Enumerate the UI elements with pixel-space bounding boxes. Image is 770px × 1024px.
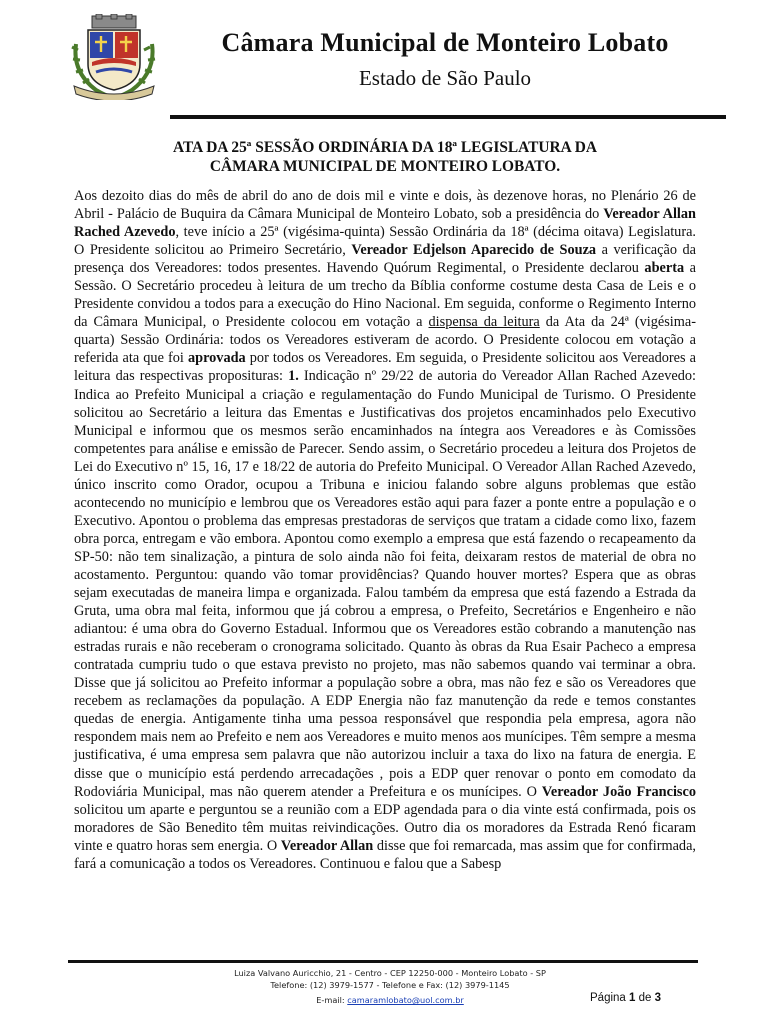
- body-segment: Aos dezoito dias do mês de abril do ano de dois mil e vinte e dois, às dezenove horas, no Plenário 26 de Abril - Palácio de Buquira da Câmara Municipal de Monteiro Lobato, sob a presidência do: [74, 188, 696, 223]
- institution-title: Câmara Municipal de Monteiro Lobato: [221, 28, 669, 57]
- page-current: 1: [629, 992, 636, 1004]
- body-segment: , teve início a 25ª (vigésima-quinta) Sessão Ordinária da 18ª (décima oitava) Legislatura. O Presidente solicitou ao Primeiro Secretário,: [74, 224, 696, 259]
- document-body: [74, 187, 696, 873]
- body-segment: disse que foi remarcada, mas assim que for confirmada, fará a comunicação a todos os Vereadores. Continuou e falou que a Sabesp: [74, 837, 696, 872]
- underlined-text: dispensa da leitura: [428, 314, 540, 331]
- email-label: E-mail:: [316, 995, 345, 1005]
- document-title-line-2: CÂMARA MUNICIPAL DE MONTEIRO LOBATO.: [209, 158, 561, 175]
- page-total: 3: [654, 992, 662, 1004]
- institution-subtitle: Estado de São Paulo: [358, 66, 532, 90]
- body-segment: por todos os Vereadores. Em seguida, o Presidente solicitou aos Vereadores a leitura das respectivas proposituras:: [74, 350, 696, 385]
- document-title-line-1: ATA DA 25ª SESSÃO ORDINÁRIA DA 18ª LEGISLATURA DA: [172, 139, 597, 156]
- emphasis-text: aprovada: [187, 350, 246, 367]
- page-of: de: [638, 992, 652, 1004]
- emphasis-text: aberta: [644, 260, 685, 277]
- footer-phones: Telefone: (12) 3979-1577 - Telefone e Fax: (12) 3979-1145: [270, 980, 510, 990]
- emphasis-text: Vereador Edjelson Aparecido de Souza: [351, 242, 597, 259]
- page-number: [590, 992, 700, 1004]
- body-segment: Indicação nº 29/22 de autoria do Vereador Allan Rached Azevedo: Indica ao Prefeito Municipal a criação e regulamentação do Fundo Municipal de Turismo. O Presidente solicitou ao Secretário a leitura das Ementas e Justificativas dos projetos encaminhados pelo Executivo Municipal e informou que os mesmos serão encaminhados na íntegra aos Vereadores e às Comissões competentes para análise e emissão de Parecer. Sendo assim, o Secretário procedeu a leitura dos Projetos de Lei do Executivo nº 15, 16, 17 e 18/22 de autoria do Prefeito Municipal. O Vereador Allan Rached Azevedo, único inscrito como Orador, ocupou a Tribuna e iniciou falando sobre alguns problemas que estão acontecendo no município e lembrou que os Vereadores estão aqui para fazer a ponte entre a população e o Executivo. Apontou o problema das empresas prestadoras de serviços que tratam a cidade como lixo, fazem obra porca, entregam e vão embora. Apontou como exemplo a empresa que está fazendo o recapeamento da SP-50: não tem sinalização, a pintura de solo ainda não foi feita, deixaram restos de material de obra no acostamento. Perguntou: quando vão tomar providências? Quando houver mortes? Espera que as obras sejam executadas de maneira limpa e organizada. Falou também da empresa que está fazendo a Estrada da Gruta, uma obra mal feita, informou que já cobrou a empresa, o Prefeito, Secretários e Engenheiro e não adiantou: é uma obra do Governo Estadual. Informou que os Vereadores estão cobrando a manutenção nas estradas rurais e não receberam o cronograma solicitado. Quanto às obras da Rua Esair Pacheco a empresa contratada cumpriu tudo o que estava previsto no projeto, mas não sabemos quando vai terminar a obra. Disse que já solicitou ao Prefeito informar a população sobre a obra, mas não fez e são os Vereadores que recebem as reclamações da população. A EDP Energia não faz manutenção da rede e temos constantes quedas de energia. Antigamente tinha uma pessoa responsável que respondia pela empresa, agora não respondem mais nem ao Prefeito e nem aos Vereadores e muito menos aos munícipes. Têm sempre a mesma justificativa, é uma empresa sem palavra que não autorizou incluir a taxa do lixo na fatura de energia. E disse que o município está perdendo arrecadações , pois a EDP quer renovar o ponto em comodato da Rodoviária Municipal, mas não querem atender a Prefeitura e os munícipes. O: [74, 368, 696, 800]
- emphasis-text: 1.: [288, 368, 299, 385]
- page-label: Página: [590, 992, 626, 1004]
- emphasis-text: Vereador Allan: [280, 837, 374, 854]
- coat-of-arms-logo: [66, 14, 162, 100]
- emphasis-text: Vereador João Francisco: [541, 783, 696, 800]
- footer-address: Luiza Valvano Auricchio, 21 - Centro - CEP 12250-000 - Monteiro Lobato - SP: [234, 968, 546, 978]
- footer-divider: [68, 960, 698, 963]
- body-segment: a verificação da presença dos Vereadores: todos presentes. Havendo Quórum Regimental, o Presidente declarou: [74, 242, 696, 277]
- email-link[interactable]: camaramlobato@uol.com.br: [347, 995, 464, 1005]
- footer-email: [130, 995, 650, 1005]
- header-divider: [170, 115, 726, 119]
- body-segment: a Sessão. O Secretário procedeu à leitura de um trecho da Bíblia conforme costume desta Casa de Leis e o Presidente convidou a todos para a execução do Hino Nacional. Em seguida, conforme o Regimento Interno da Câmara Municipal, o Presidente colocou em votação a: [74, 260, 697, 331]
- emphasis-text: Vereador Allan Rached Azevedo: [74, 206, 696, 241]
- body-segment: da Ata da 24ª (vigésima-quarta) Sessão Ordinária: todos os Vereadores estiveram de acordo. O Presidente colocou em votação a referida ata que foi: [74, 314, 696, 367]
- body-segment: solicitou um aparte e perguntou se a reunião com a EDP agendada para o dia vinte está confirmada, pois os moradores de São Benedito têm muitas reivindicações. Outro dia os moradores da Estrada Renó ficaram vinte e quatro horas sem energia. O: [74, 801, 696, 854]
- document-title: [74, 138, 696, 176]
